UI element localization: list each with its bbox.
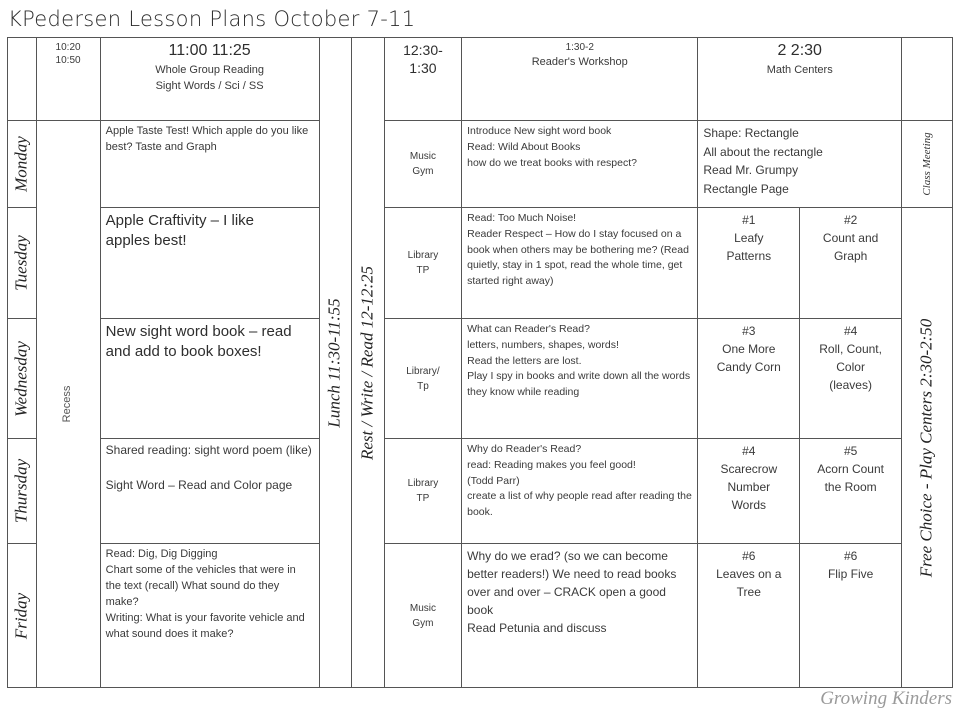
monday-math: Shape: Rectangle All about the rectangle Read Mr. Grumpy Rectangle Page	[698, 121, 902, 208]
lunch-label: Lunch 11:30-11:55	[325, 297, 345, 428]
day-row-tuesday	[8, 208, 953, 319]
header-specials	[384, 38, 461, 121]
monday-workshop: Introduce New sight word book Read: Wild About Books how do we treat books with respect?	[462, 121, 698, 208]
lunch-column	[319, 38, 352, 688]
rest-label: Rest / Write / Read 12-12:25	[357, 265, 377, 460]
wednesday-reading: New sight word book – read and add to book boxes!	[100, 319, 319, 439]
day-row-thursday	[8, 439, 953, 544]
thursday-special: Library TP	[384, 439, 461, 544]
rest-column	[352, 38, 385, 688]
thursday-workshop: Why do Reader's Read? read: Reading makes you feel good! (Todd Parr) create a list of why people read after reading the book.	[462, 439, 698, 544]
tuesday-special: Library TP	[384, 208, 461, 319]
friday-reading: Read: Dig, Dig Digging Chart some of the vehicles that were in the text (recall) What sound do they make? Writing: What is your favorite vehicle and what sound does it make?	[100, 544, 319, 688]
day-label-tuesday: Tuesday	[8, 208, 37, 319]
slot4-label: Reader's Workshop	[531, 56, 628, 68]
header-row	[8, 38, 953, 121]
thursday-center-1: #4 Scarecrow Number Words	[698, 439, 800, 544]
thursday-reading: Shared reading: sight word poem (like) Sight Word – Read and Color page	[100, 439, 319, 544]
monday-special: Music Gym	[384, 121, 461, 208]
wednesday-workshop: What can Reader's Read? letters, numbers, shapes, words! Read the letters are lost. Play I spy in books and write down all the words they know while reading	[462, 319, 698, 439]
day-label-friday: Friday	[8, 544, 37, 688]
header-right-corner	[902, 38, 953, 121]
slot5-label: Math Centers	[766, 63, 833, 76]
day-label-wednesday: Wednesday	[8, 319, 37, 439]
tuesday-workshop: Read: Too Much Noise! Reader Respect – How do I stay focused on a book when others may be bothering me? (Read quietly, stay in 1 spot, read the whole time, get started right away)	[462, 208, 698, 319]
free-choice-column	[902, 208, 953, 688]
wednesday-center-1: #3 One More Candy Corn	[698, 319, 800, 439]
slot2-label-2: Sight Words / Sci / SS	[155, 80, 264, 93]
thursday-center-2: #5 Acorn Count the Room	[800, 439, 902, 544]
header-whole-group	[100, 38, 319, 121]
wednesday-special: Library/ Tp	[384, 319, 461, 439]
day-row-friday	[8, 544, 953, 688]
growing-kinders-watermark: Growing Kinders	[820, 688, 952, 709]
recess-label: Recess	[61, 385, 74, 423]
recess-column	[36, 121, 100, 688]
slot4-time: 1:30-2	[565, 42, 594, 53]
header-readers-workshop	[462, 38, 698, 121]
slot2-time: 11:00 11:25	[168, 42, 251, 59]
tuesday-center-1: #1 Leafy Patterns	[698, 208, 800, 319]
corner-cell	[8, 38, 37, 121]
friday-center-1: #6 Leaves on a Tree	[698, 544, 800, 688]
tuesday-reading: Apple Craftivity – I like apples best!	[100, 208, 319, 319]
slot5-time: 2 2:30	[777, 42, 822, 59]
friday-center-2: #6 Flip Five	[800, 544, 902, 688]
lesson-plan-table	[7, 37, 953, 688]
slot3-time: 12:30- 1:30	[403, 42, 443, 77]
page-title: KPedersen Lesson Plans October 7-11	[8, 7, 416, 31]
header-math-centers	[698, 38, 902, 121]
friday-workshop: Why do we erad? (so we can become better readers!) We need to read books over and over – CRACK open a good book Read Petunia and discuss	[462, 544, 698, 688]
day-row-wednesday	[8, 319, 953, 439]
day-label-thursday: Thursday	[8, 439, 37, 544]
tuesday-center-2: #2 Count and Graph	[800, 208, 902, 319]
day-row-monday	[8, 121, 953, 208]
day-label-monday: Monday	[8, 121, 37, 208]
slot2-label-1: Whole Group Reading	[155, 63, 265, 76]
free-choice-label: Free Choice - Play Centers 2:30-2:50	[916, 318, 936, 577]
class-meeting-cell	[902, 121, 953, 208]
class-meeting-label: Class Meeting	[920, 132, 933, 196]
slot1-time: 10:20 10:50	[55, 42, 81, 66]
monday-reading: Apple Taste Test! Which apple do you like best? Taste and Graph	[100, 121, 319, 208]
header-time-1	[36, 38, 100, 121]
friday-special: Music Gym	[384, 544, 461, 688]
wednesday-center-2: #4 Roll, Count, Color (leaves)	[800, 319, 902, 439]
